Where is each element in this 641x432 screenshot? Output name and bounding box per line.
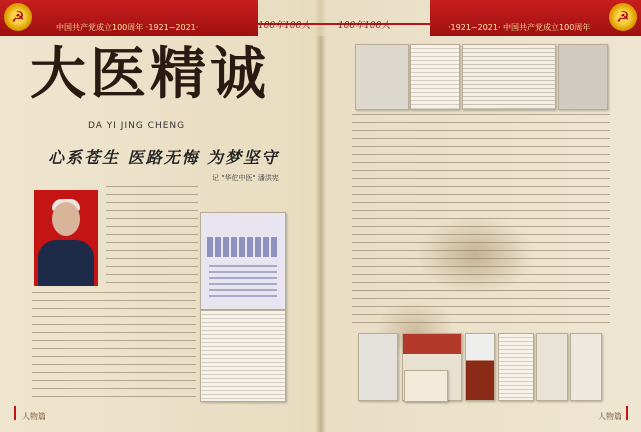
text-column-intro (106, 186, 198, 290)
newspaper-clip-1 (355, 44, 409, 110)
party-emblem-icon-left: ☭ (4, 3, 32, 31)
record-photo-1 (536, 333, 568, 401)
newspaper-clip-2 (410, 44, 460, 110)
header-left-text: 中国共产党成立100周年 ·1921~2021· (56, 23, 199, 32)
calligraphy-photo (404, 370, 448, 402)
party-emblem-icon-right: ☭ (609, 3, 637, 31)
record-photo-2 (570, 333, 602, 401)
article-subtitle: 心系苍生 医路无悔 为梦坚守 (48, 148, 280, 167)
document-photo-1 (358, 333, 398, 401)
ink-wash-decoration (415, 215, 535, 295)
header-right-text: ·1921~2021· 中国共产党成立100周年 (448, 23, 591, 32)
footer-left: 人物篇 (22, 412, 46, 421)
article-title: 大医精诚 (30, 41, 270, 107)
footer-right: 人物篇 (598, 412, 622, 421)
handwritten-letter-photo (498, 333, 534, 401)
portrait-photo (34, 190, 98, 286)
newspaper-clip-3 (462, 44, 556, 110)
page-mark-left (14, 406, 16, 420)
header-right-issue: 100年100人 (338, 21, 391, 31)
page-mark-right (626, 406, 628, 420)
letter-photo (200, 310, 286, 402)
spine-shadow (316, 36, 326, 432)
article-title-pinyin: DA YI JING CHENG (88, 121, 186, 131)
article-byline: 记 "华佗中医" 潘洪宪 (212, 174, 279, 182)
medicine-bottle-photo (465, 333, 495, 401)
text-column-body (32, 292, 196, 402)
newspaper-clip-4 (558, 44, 608, 110)
certificate-photo (200, 212, 286, 310)
header-left-issue: 100年100人 (258, 21, 311, 31)
